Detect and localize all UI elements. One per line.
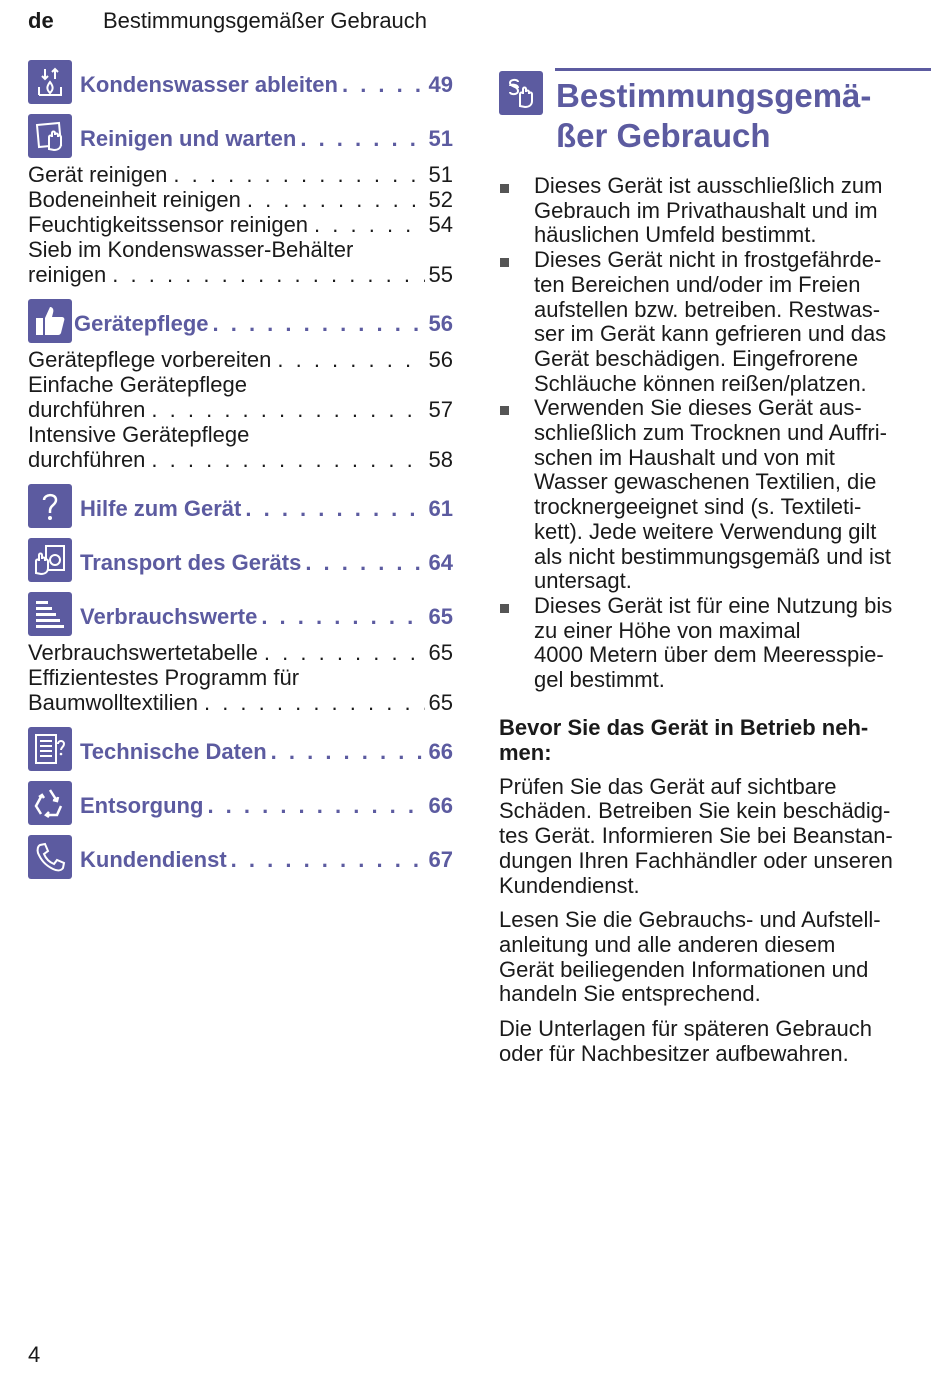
condensate-drain-icon bbox=[28, 60, 72, 104]
consumption-bars-icon bbox=[28, 592, 72, 636]
paragraph-line: Prüfen Sie das Gerät auf sichtbare bbox=[499, 773, 837, 799]
toc-section bbox=[28, 299, 453, 343]
toc-page-number: 51 bbox=[428, 126, 453, 151]
technical-data-icon bbox=[28, 727, 72, 771]
toc-entry[interactable] bbox=[80, 847, 453, 873]
paragraph bbox=[499, 1017, 931, 1066]
leader-dots bbox=[247, 187, 425, 212]
phone-handset-icon bbox=[28, 835, 72, 879]
toc-subentry bbox=[28, 372, 453, 422]
leader-dots bbox=[245, 496, 424, 522]
toc-entry[interactable] bbox=[80, 604, 453, 630]
toc-page-number: 51 bbox=[428, 162, 453, 187]
leader-dots bbox=[213, 311, 425, 337]
list-item-line: zu einer Höhe von maximal bbox=[534, 617, 801, 643]
running-title: Bestimmungsgemäßer Gebrauch bbox=[103, 8, 428, 33]
list-item-line: Dieses Gerät nicht in frostgefährde- bbox=[534, 247, 882, 273]
paragraph-line: Die Unterlagen für späteren Gebrauch bbox=[499, 1016, 872, 1042]
toc-entry-label: Reinigen und warten bbox=[80, 126, 297, 151]
list-item-line: Gerät beschädigen. Eingefrorene bbox=[534, 345, 859, 371]
toc-page-number: 54 bbox=[428, 212, 453, 237]
toc-entry[interactable] bbox=[28, 187, 453, 212]
bullet-list bbox=[499, 174, 931, 693]
toc-entry[interactable] bbox=[28, 262, 453, 287]
toc-page-number: 56 bbox=[428, 311, 453, 336]
toc-entry-label: Technische Daten bbox=[80, 739, 267, 764]
toc-entry-label: Entsorgung bbox=[80, 793, 204, 818]
subheading-line: men: bbox=[499, 739, 552, 765]
toc-page-number: 49 bbox=[428, 72, 453, 97]
toc-section bbox=[28, 484, 453, 528]
leader-dots bbox=[342, 72, 425, 98]
language-code: de bbox=[28, 8, 54, 33]
list-item-line: ten Bereichen und/oder im Freien bbox=[534, 271, 861, 297]
question-mark-icon bbox=[28, 484, 72, 528]
body-paragraphs bbox=[499, 775, 931, 1067]
toc-section bbox=[28, 538, 453, 582]
toc-section bbox=[28, 114, 453, 158]
toc-subentry bbox=[28, 212, 453, 237]
thumbs-up-icon bbox=[28, 299, 72, 343]
paragraph bbox=[499, 775, 931, 899]
table-of-contents bbox=[28, 60, 453, 889]
paragraph-line: Kundendienst. bbox=[499, 872, 640, 898]
paragraph-line: handeln Sie entsprechend. bbox=[499, 981, 761, 1007]
toc-entry-label: Kundendienst bbox=[80, 847, 227, 872]
toc-entry-label: Baumwolltextilien bbox=[28, 690, 198, 715]
list-item-line: kett). Jede weitere Verwendung gilt bbox=[534, 518, 877, 544]
toc-section bbox=[28, 592, 453, 636]
leader-dots bbox=[173, 162, 424, 187]
list-item-line: untersagt. bbox=[534, 568, 632, 594]
list-item-line: Gebrauch im Privathaushalt und im bbox=[534, 197, 878, 223]
toc-entry-label: Verbrauchswerte bbox=[80, 604, 258, 629]
leader-dots bbox=[305, 550, 424, 576]
toc-entry[interactable] bbox=[80, 739, 453, 765]
subheading bbox=[499, 715, 931, 765]
toc-entry-label: durchführen bbox=[28, 447, 146, 472]
list-item-line: aufstellen bzw. betreiben. Restwas- bbox=[534, 296, 881, 322]
list-item-line: ser im Gerät kann gefrieren und das bbox=[534, 321, 887, 347]
toc-entry[interactable] bbox=[80, 72, 453, 98]
toc-entry[interactable] bbox=[80, 550, 453, 576]
list-item-line: Verwenden Sie dieses Gerät aus- bbox=[534, 395, 862, 421]
toc-entry-label: reinigen bbox=[28, 262, 107, 287]
list-item-line: schen im Haushalt und von mit bbox=[534, 444, 835, 470]
paragraph-line: oder für Nachbesitzer aufbewahren. bbox=[499, 1040, 849, 1066]
toc-entry[interactable] bbox=[80, 126, 453, 152]
toc-page-number: 52 bbox=[428, 187, 453, 212]
section-intended-use bbox=[499, 68, 931, 1067]
list-item-line: Dieses Gerät ist für eine Nutzung bis bbox=[534, 592, 893, 618]
toc-subsections bbox=[28, 640, 453, 715]
toc-section bbox=[28, 835, 453, 879]
list-item-line: gel bestimmt. bbox=[534, 667, 665, 693]
toc-page-number: 58 bbox=[428, 447, 453, 472]
section-heading bbox=[499, 68, 931, 162]
toc-subentry-line: Effizientestes Programm für bbox=[28, 665, 300, 690]
list-item bbox=[499, 248, 931, 396]
toc-page-number: 66 bbox=[428, 739, 453, 764]
list-item-line: trocknergeeignet sind (s. Textileti- bbox=[534, 494, 862, 520]
toc-page-number: 65 bbox=[428, 640, 453, 665]
toc-subentry-line: Einfache Gerätepflege bbox=[28, 372, 247, 397]
section-title bbox=[556, 76, 871, 156]
paragraph-line: Lesen Sie die Gebrauchs- und Aufstell- bbox=[499, 907, 881, 933]
toc-entry-label: Feuchtigkeitssensor reinigen bbox=[28, 212, 309, 237]
leader-dots bbox=[151, 447, 424, 472]
list-item-line: Schläuche können reißen/platzen. bbox=[534, 370, 867, 396]
list-item bbox=[499, 396, 931, 594]
toc-subentry bbox=[28, 422, 453, 472]
paragraph-line: anleitung und alle anderen diesem bbox=[499, 931, 836, 957]
paragraph-line: tes Gerät. Informieren Sie bei Beanstan- bbox=[499, 823, 893, 849]
toc-page-number: 56 bbox=[428, 347, 453, 372]
toc-entry-label: Hilfe zum Gerät bbox=[80, 496, 242, 521]
toc-entry[interactable] bbox=[28, 447, 453, 472]
toc-entry[interactable] bbox=[80, 496, 453, 522]
toc-entry[interactable] bbox=[28, 347, 453, 372]
toc-page-number: 64 bbox=[428, 550, 453, 575]
title-line: ßer Gebrauch bbox=[556, 117, 771, 154]
toc-page-number: 57 bbox=[428, 397, 453, 422]
toc-page-number: 61 bbox=[428, 496, 453, 521]
toc-entry-label: Gerätepflege vorbereiten bbox=[28, 347, 272, 372]
leader-dots bbox=[112, 262, 424, 287]
toc-entry[interactable] bbox=[28, 212, 453, 237]
toc-subentry bbox=[28, 187, 453, 212]
leader-dots bbox=[231, 847, 425, 873]
toc-entry-label: Gerät reinigen bbox=[28, 162, 168, 187]
page-header bbox=[28, 8, 428, 34]
list-item-line: schließlich zum Trocknen und Auffri- bbox=[534, 420, 887, 446]
toc-section bbox=[28, 60, 453, 104]
transport-hand-icon bbox=[28, 538, 72, 582]
leader-dots bbox=[264, 640, 425, 665]
subheading-line: Bevor Sie das Gerät in Betrieb neh- bbox=[499, 714, 869, 740]
toc-entry-label: Gerätepflege bbox=[74, 311, 209, 336]
toc-subentry-line: Intensive Gerätepflege bbox=[28, 422, 250, 447]
toc-entry[interactable] bbox=[28, 397, 453, 422]
heading-rule bbox=[555, 68, 931, 71]
leader-dots bbox=[151, 397, 424, 422]
toc-subentry bbox=[28, 640, 453, 665]
leader-dots bbox=[271, 739, 425, 765]
leader-dots bbox=[207, 793, 424, 819]
toc-page-number: 55 bbox=[428, 262, 453, 287]
leader-dots bbox=[300, 126, 424, 152]
list-item bbox=[499, 174, 931, 248]
leader-dots bbox=[204, 690, 425, 715]
list-item-line: häuslichen Umfeld bestimmt. bbox=[534, 222, 817, 248]
toc-page-number: 65 bbox=[428, 604, 453, 629]
toc-page-number: 66 bbox=[428, 793, 453, 818]
toc-entry-label: Transport des Geräts bbox=[80, 550, 302, 575]
leader-dots bbox=[277, 347, 424, 372]
paragraph bbox=[499, 908, 931, 1007]
toc-entry-label: Bodeneinheit reinigen bbox=[28, 187, 241, 212]
toc-entry[interactable] bbox=[28, 162, 453, 187]
list-item-line: Dieses Gerät ist ausschließlich zum bbox=[534, 173, 883, 198]
toc-subentry bbox=[28, 237, 453, 287]
toc-entry[interactable] bbox=[80, 793, 453, 819]
paragraph-line: Gerät beiliegenden Informationen und bbox=[499, 956, 869, 982]
toc-subentry-line: Sieb im Kondenswasser-Behälter bbox=[28, 237, 354, 262]
page-number: 4 bbox=[28, 1342, 41, 1367]
toc-section bbox=[28, 727, 453, 771]
recycling-icon bbox=[28, 781, 72, 825]
toc-entry[interactable] bbox=[28, 640, 453, 665]
list-item bbox=[499, 594, 931, 693]
toc-entry-label: Kondenswasser ableiten bbox=[80, 72, 338, 97]
leader-dots bbox=[314, 212, 424, 237]
toc-page-number: 65 bbox=[428, 690, 453, 715]
list-item-line: 4000 Metern über dem Meeresspie- bbox=[534, 642, 884, 668]
cleaning-hand-icon bbox=[28, 114, 72, 158]
paragraph-hand-icon bbox=[499, 71, 543, 115]
toc-section bbox=[28, 781, 453, 825]
leader-dots bbox=[261, 604, 424, 630]
toc-entry-label: Verbrauchswertetabelle bbox=[28, 640, 258, 665]
toc-subentry bbox=[28, 665, 453, 715]
paragraph-line: Schäden. Betreiben Sie kein beschädig- bbox=[499, 798, 891, 824]
toc-subentry bbox=[28, 347, 453, 372]
toc-subsections bbox=[28, 162, 453, 287]
title-line: Bestimmungsgemä- bbox=[556, 77, 872, 114]
list-item-line: Wasser gewaschenen Textilien, die bbox=[534, 469, 877, 495]
toc-page-number: 67 bbox=[428, 847, 453, 872]
toc-entry[interactable] bbox=[74, 311, 453, 337]
toc-subsections bbox=[28, 347, 453, 472]
paragraph-line: dungen Ihren Fachhändler oder unseren bbox=[499, 847, 893, 873]
toc-subentry bbox=[28, 162, 453, 187]
toc-entry[interactable] bbox=[28, 690, 453, 715]
list-item-line: als nicht bestimmungsgemäß und ist bbox=[534, 543, 892, 569]
toc-entry-label: durchführen bbox=[28, 397, 146, 422]
